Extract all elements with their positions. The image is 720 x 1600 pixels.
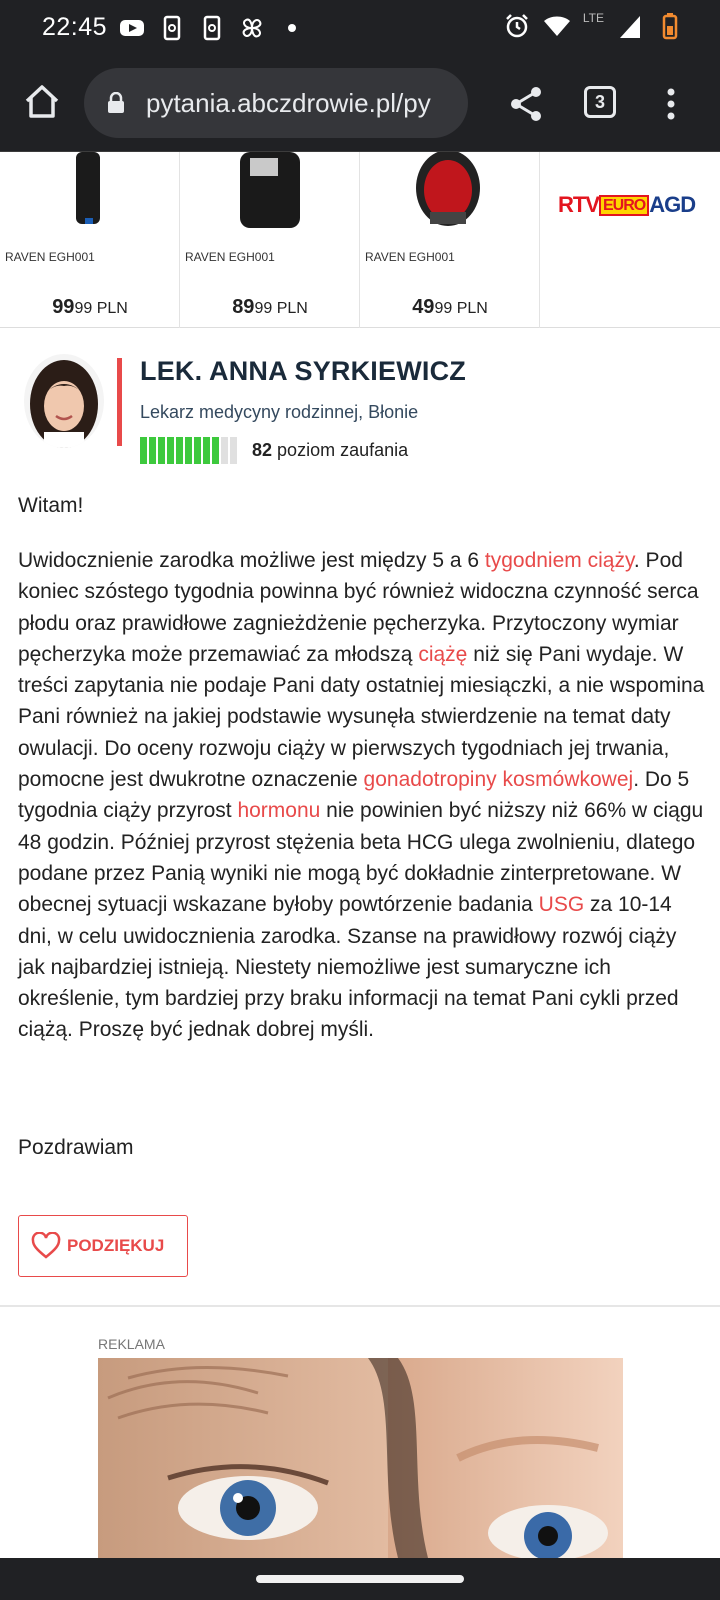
price-cents: 99 [254, 300, 273, 317]
system-icons [503, 12, 684, 40]
link-ciaze[interactable]: ciążę [418, 642, 468, 666]
dot-icon [278, 14, 306, 42]
url-text: pytania.abczdrowie.pl/py [146, 88, 431, 118]
trust-segment [221, 437, 228, 464]
link-hormonu[interactable]: hormonu [237, 799, 321, 823]
share-icon[interactable] [506, 84, 546, 124]
product-name: RAVEN EGH001 [365, 250, 455, 264]
product-card[interactable] [180, 152, 360, 328]
network-type: LTE [582, 11, 604, 25]
price-currency: PLN [276, 300, 308, 317]
youtube-icon [118, 14, 146, 42]
status-time: 22:45 [42, 13, 108, 41]
trust-level-bar [140, 437, 237, 464]
trust-segment [149, 437, 156, 464]
heart-icon [31, 1232, 61, 1260]
divider [0, 1305, 720, 1307]
answer-text: za 10-14 dni, w celu uwidocznienia zarodka. Szanse na prawidłowy rozwój ciąży jak najbardziej istnieją. Niestety niemożliwe jest sumaryczne ich określenie, tym bardziej przy braku informacji na temat Pani cykli przed ciążą. Proszę być jednak dobrej myśli. [18, 893, 679, 1042]
status-bar [0, 0, 720, 56]
tab-switcher-button[interactable]: 3 [584, 86, 616, 118]
product-price [180, 296, 360, 319]
price-main: 49 [412, 296, 435, 318]
thank-button[interactable] [18, 1215, 188, 1277]
accent-bar [117, 358, 122, 446]
answer-text: . Pod koniec szóstego tygodnia powinna być również widoczna czynność serca płodu oraz prawidłowe zagnieżdżenie pęcherzyka. Przytoczony wymiar pęcherzyka może przemawiać za młodszą [18, 549, 699, 666]
ad-image[interactable] [98, 1358, 623, 1558]
browser-toolbar [0, 56, 720, 152]
system-nav-bar [0, 1558, 720, 1600]
product-name: RAVEN EGH001 [185, 250, 275, 264]
wifi-icon [543, 12, 571, 40]
trust-segment [212, 437, 219, 464]
hair-clipper-image [180, 152, 360, 232]
trust-level [252, 440, 408, 461]
more-menu-icon[interactable] [656, 84, 686, 124]
product-strip [0, 152, 720, 328]
battery-icon [656, 12, 684, 40]
answer-text: niż się Pani wydaje. W treści zapytania nie podaje Pani daty ostatniej miesiączki, a nie wspomina Pani również na jakiej podstawie wysunęła stwierdzenie na temat daty owulacji. Do oceny rozwoju ciąży w pierwszych tygodniach jej trwania, pomocne jest dwukrotne oznaczenie [18, 642, 705, 792]
thank-button-label: PODZIĘKUJ [67, 1236, 165, 1255]
ad-label: REKLAMA [98, 1336, 165, 1352]
product-card[interactable] [360, 152, 540, 328]
answer-body [18, 545, 708, 1046]
shaver-image [0, 152, 180, 232]
trust-segment [167, 437, 174, 464]
signal-icon [616, 12, 644, 40]
answer-greeting: Witam! [18, 494, 84, 517]
alarm-icon [503, 12, 531, 40]
phone-sync-icon [158, 14, 186, 42]
product-card[interactable] [0, 152, 180, 328]
store-logo-card[interactable] [540, 152, 720, 328]
price-main: 99 [52, 296, 75, 318]
doctor-specialty: Lekarz medycyny rodzinnej, Błonie [140, 402, 419, 422]
trust-segment [230, 437, 237, 464]
link-gonadotropiny[interactable]: gonadotropiny kosmówkowej [363, 768, 634, 792]
product-price [0, 296, 180, 319]
answer-text: . Do 5 tygodnia ciąży przyrost [18, 768, 690, 823]
address-bar[interactable] [84, 68, 468, 138]
notification-icons [118, 14, 306, 42]
trust-segment [185, 437, 192, 464]
phone-sync-icon-2 [198, 14, 226, 42]
trust-segment [140, 437, 147, 464]
link-tygodniem-ciazy[interactable]: tygodniem ciąży [484, 549, 634, 572]
trust-segment [176, 437, 183, 464]
answer-text: Uwidocznienie zarodka możliwe jest między 5 a 6 [18, 549, 485, 572]
trust-segment [194, 437, 201, 464]
answer-text: nie powinien być niższy niż 66% w ciągu 48 godzin. Później przyrost stężenia beta HCG ulega zwolnieniu, dlatego podane przez Panią wyniki nie mogą być dokładnie zinterpretowane. W obecnej sytuacji wskazane byłoby powtórzenie badania [18, 799, 704, 917]
store-logo: RTV EURO AGD [558, 192, 696, 217]
product-price [360, 296, 540, 319]
trust-segment [158, 437, 165, 464]
home-icon[interactable] [22, 82, 62, 122]
trust-segment [203, 437, 210, 464]
pinwheel-icon [238, 14, 266, 42]
trust-level-label: poziom zaufania [277, 440, 409, 460]
price-currency: PLN [96, 300, 128, 317]
link-usg[interactable]: USG [538, 893, 585, 917]
home-gesture-bar[interactable] [256, 1575, 464, 1583]
trust-level-value: 82 [252, 440, 273, 460]
doctor-name[interactable]: LEK. ANNA SYRKIEWICZ [140, 356, 466, 386]
answer-closing: Pozdrawiam [18, 1136, 134, 1159]
product-name: RAVEN EGH001 [5, 250, 95, 264]
price-cents: 99 [74, 300, 93, 317]
lock-icon [106, 92, 126, 114]
price-main: 89 [232, 296, 255, 318]
trimmer-image [360, 152, 540, 232]
price-currency: PLN [456, 300, 488, 317]
price-cents: 99 [434, 300, 453, 317]
doctor-avatar[interactable] [24, 354, 104, 448]
